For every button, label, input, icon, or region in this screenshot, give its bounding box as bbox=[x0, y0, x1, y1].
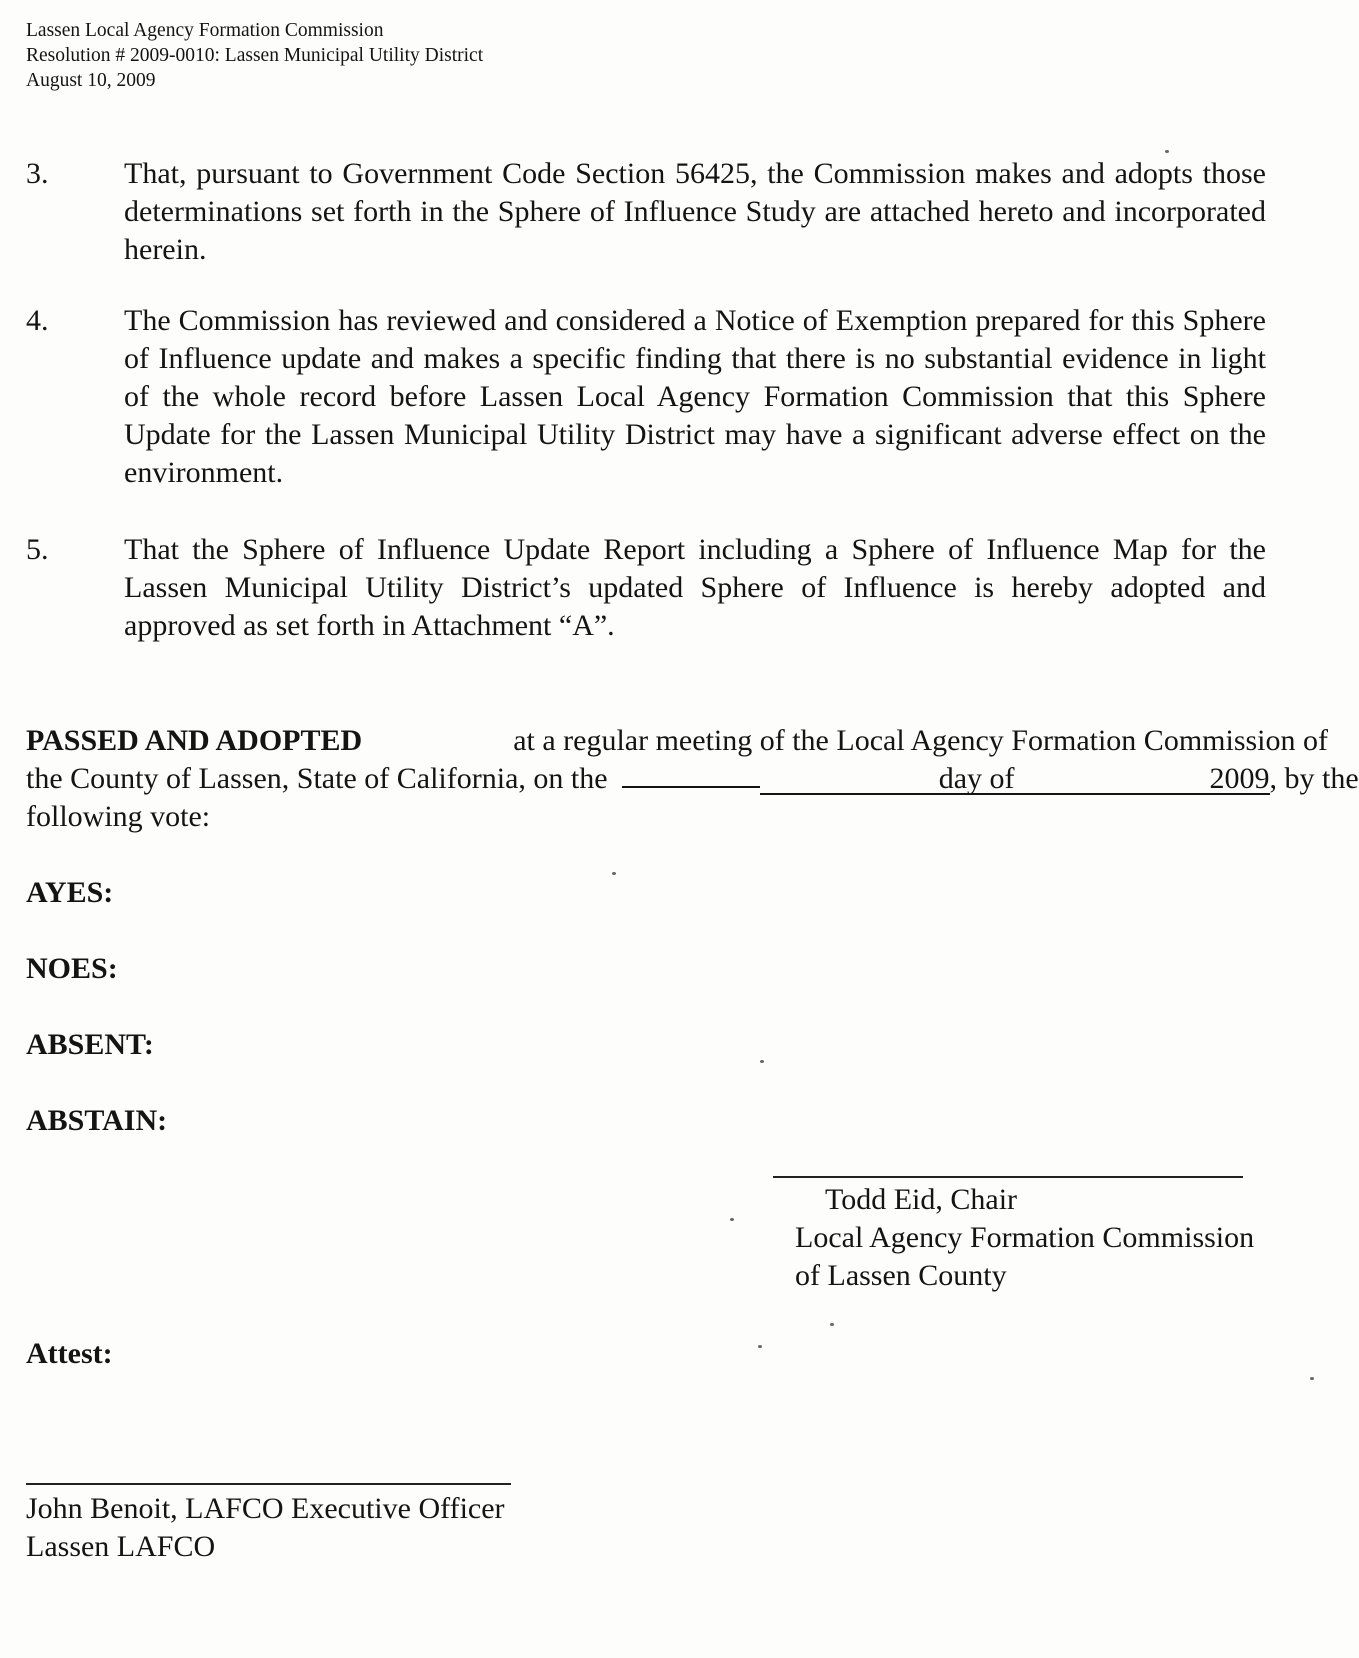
chair-commission: Local Agency Formation Commission bbox=[795, 1221, 1255, 1254]
scan-speck bbox=[1310, 1377, 1314, 1380]
item-number: 3. bbox=[26, 157, 49, 190]
passed-line-2-end: , by the bbox=[1269, 762, 1359, 795]
executive-name: John Benoit, LAFCO Executive Officer bbox=[26, 1492, 505, 1525]
header-resolution: Resolution # 2009-0010: Lassen Municipal Utility District bbox=[26, 45, 484, 66]
passed-line-2-start: the County of Lassen, State of California, on the bbox=[26, 762, 608, 795]
item-number: 5. bbox=[26, 533, 49, 566]
item-number: 4. bbox=[26, 304, 49, 337]
passed-line-1 bbox=[26, 722, 1328, 760]
item-text: The Commission has reviewed and considered a Notice of Exemption prepared for this Sphere of Influence update and makes a specific finding that there is no substantial evidence in light of the whole record before Lassen Local Agency Formation Commission that this Sphere Update for the Lassen Municipal Utility District may have a significant adverse effect on the environment. bbox=[124, 304, 1266, 489]
chair-signature-line bbox=[773, 1176, 1243, 1178]
vote-ayes: AYES: bbox=[26, 876, 114, 909]
resolution-item-3 bbox=[26, 155, 1326, 269]
passed-line-3: following vote: bbox=[26, 800, 211, 833]
passed-line-1-rest: at a regular meeting of the Local Agency Formation Commission of bbox=[513, 724, 1328, 757]
chair-name: Todd Eid, Chair bbox=[825, 1183, 1018, 1216]
day-of-blank: day of bbox=[760, 765, 1015, 795]
vote-noes: NOES: bbox=[26, 952, 118, 985]
scan-speck bbox=[758, 1345, 762, 1348]
day-blank bbox=[622, 786, 760, 788]
scan-speck bbox=[830, 1323, 834, 1326]
executive-org: Lassen LAFCO bbox=[26, 1530, 216, 1563]
scan-speck bbox=[1165, 150, 1169, 153]
year-blank: 2009 bbox=[1015, 765, 1270, 795]
scan-speck bbox=[730, 1218, 734, 1221]
vote-abstain: ABSTAIN: bbox=[26, 1104, 168, 1137]
passed-lead: PASSED AND ADOPTED bbox=[26, 724, 363, 757]
item-text: That, pursuant to Government Code Section 56425, the Commission makes and adopts those determinations set forth in the Sphere of Influence Study are attached hereto and incorporated herein. bbox=[124, 157, 1266, 266]
document-header bbox=[26, 18, 483, 93]
executive-signature-block bbox=[26, 1490, 505, 1566]
vote-absent: ABSENT: bbox=[26, 1028, 154, 1061]
passed-and-adopted-paragraph bbox=[26, 722, 1359, 836]
scan-speck bbox=[612, 872, 616, 875]
resolution-item-4 bbox=[26, 302, 1326, 492]
item-text: That the Sphere of Influence Update Report including a Sphere of Influence Map for the Lassen Municipal Utility District’s updated Sphere of Influence is hereby adopted and approved as set forth in Attachment “A”. bbox=[124, 533, 1266, 642]
resolution-item-5 bbox=[26, 531, 1326, 645]
chair-signature-block bbox=[795, 1181, 1254, 1295]
scan-speck bbox=[760, 1060, 764, 1063]
header-agency: Lassen Local Agency Formation Commission bbox=[26, 20, 384, 41]
header-date: August 10, 2009 bbox=[26, 70, 156, 91]
executive-signature-line bbox=[26, 1483, 511, 1485]
date-fill-in bbox=[608, 760, 1359, 798]
passed-line-2 bbox=[26, 760, 1359, 798]
attest-label: Attest: bbox=[26, 1337, 113, 1370]
chair-county: of Lassen County bbox=[795, 1259, 1007, 1292]
